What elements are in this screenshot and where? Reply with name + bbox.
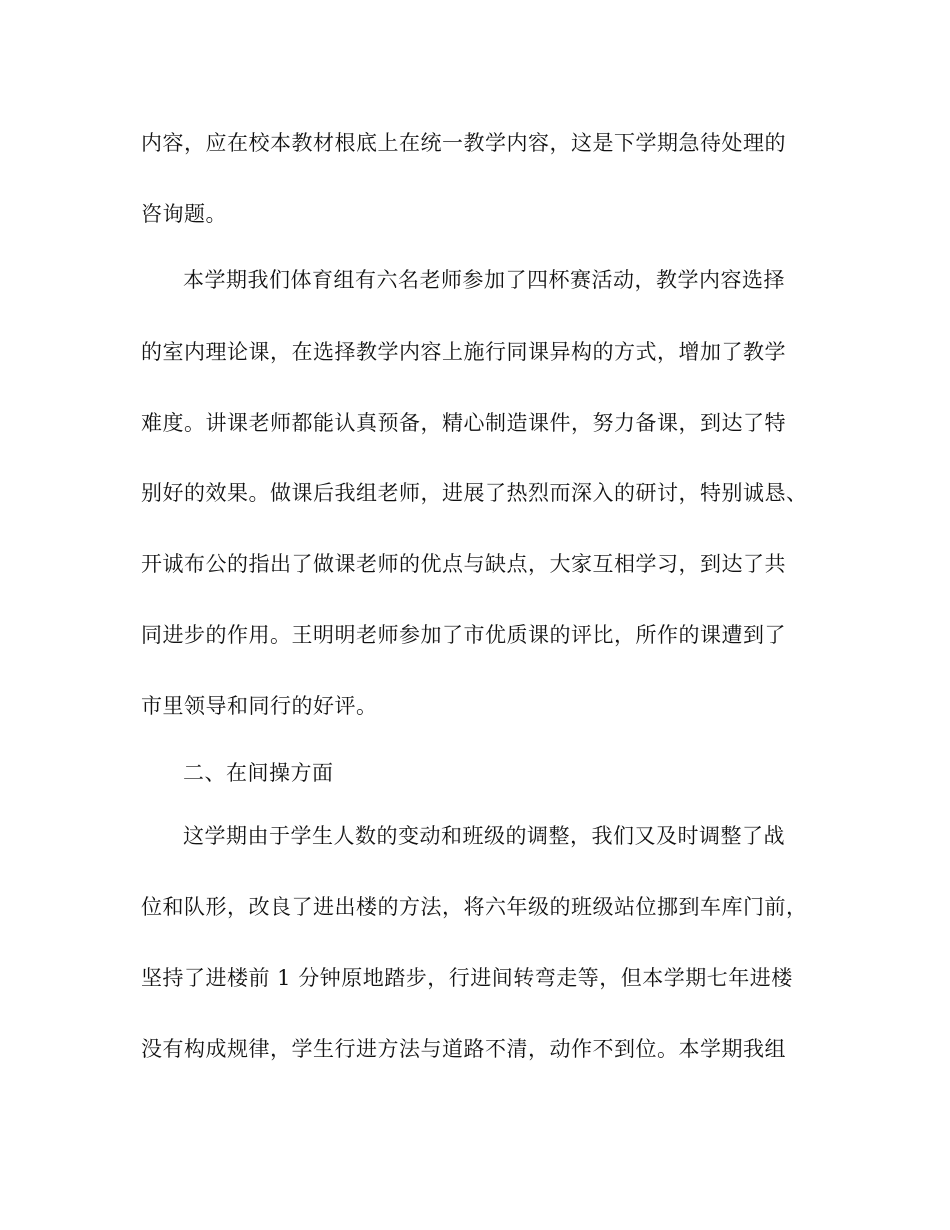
paragraph-line: 咨询题。 [141, 202, 227, 226]
paragraph-line: 没有构成规律，学生行进方法与道路不清，动作不到位。本学期我组 [141, 1037, 786, 1061]
paragraph-line: 本学期我们体育组有六名老师参加了四杯赛活动，教学内容选择 [183, 268, 785, 292]
paragraph-line: 同进步的作用。王明明老师参加了市优质课的评比，所作的课遭到了 [141, 623, 786, 647]
paragraph-line: 坚持了进楼前 1 分钟原地踏步，行进间转弯走等，但本学期七年进楼 [141, 966, 793, 990]
section-heading: 二、在间操方面 [183, 761, 334, 785]
paragraph-line: 难度。讲课老师都能认真预备，精心制造课件，努力备课，到达了特 [141, 411, 786, 435]
paragraph-line: 开诚布公的指出了做课老师的优点与缺点，大家互相学习，到达了共 [141, 552, 786, 576]
paragraph-line: 市里领导和同行的好评。 [141, 694, 378, 718]
paragraph-line: 的室内理论课，在选择教学内容上施行同课异构的方式，增加了教学 [141, 340, 786, 364]
paragraph-line: 位和队形，改良了进出楼的方法，将六年级的班级站位挪到车库门前， [141, 895, 808, 919]
paragraph-line: 别好的效果。做课后我组老师，进展了热烈而深入的研讨，特别诚恳、 [141, 481, 808, 505]
paragraph-line: 内容，应在校本教材根底上在统一教学内容，这是下学期急待处理的 [141, 131, 786, 155]
paragraph-line: 这学期由于学生人数的变动和班级的调整，我们又及时调整了战 [183, 824, 785, 848]
